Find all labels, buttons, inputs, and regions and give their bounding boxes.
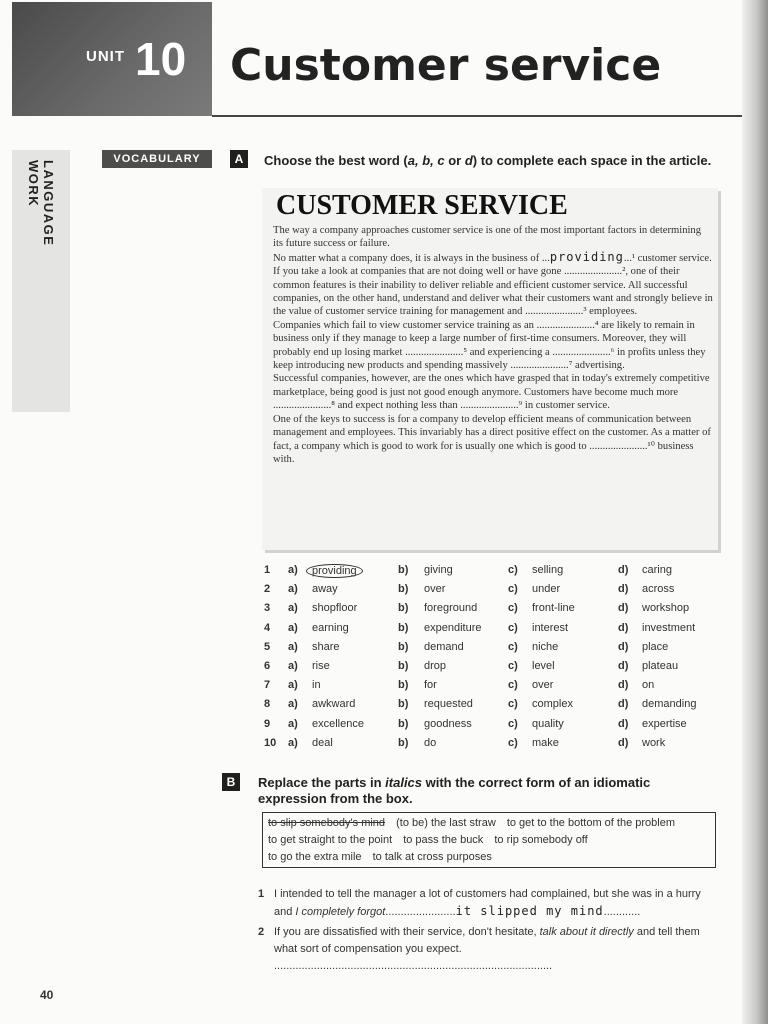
option-a[interactable]: deal — [312, 736, 333, 749]
option-letter-c[interactable]: c) — [508, 679, 518, 692]
option-letter-b[interactable]: b) — [398, 717, 409, 730]
option-letter-c[interactable]: c) — [508, 564, 518, 576]
expression-box — [262, 812, 716, 868]
article-paragraph-2: No matter what a company does, it is always in the business of ...providing...¹ customer service. If you take a look at companies that are not doing well or have gone ......................², one of their common features is their inability to deliver reliable and efficient customer service. All successful companies, on the other hand, understand and deliver what their customers want and strongly believe in the value of customer service training for management and ......................³ employees. — [273, 249, 713, 318]
option-letter-a[interactable]: a) — [288, 660, 298, 672]
option-c[interactable]: interest — [532, 621, 569, 634]
option-letter-d[interactable]: d) — [618, 698, 629, 711]
option-letter-d[interactable]: d) — [618, 736, 629, 749]
article-paragraph-4: Successful companies, however, are the ones which have grasped that in today's extremely competitive marketplace, being good is just not good enough anymore. Customers have become much more ......................⁸ and expect nothing less than ......................⁹ in customer service. — [273, 373, 710, 412]
article-body — [273, 224, 713, 466]
option-a[interactable]: rise — [312, 660, 330, 672]
option-letter-a[interactable]: a) — [288, 717, 298, 730]
option-number[interactable]: 9 — [264, 717, 271, 730]
option-letter-b[interactable]: b) — [398, 679, 409, 692]
page-title: Customer service — [230, 40, 662, 91]
option-d[interactable]: place — [642, 640, 669, 653]
option-b[interactable]: foreground — [424, 602, 478, 615]
option-d[interactable]: across — [642, 583, 675, 596]
section-a-instruction: Choose the best word (a, b, c or d) to complete each space in the article. — [264, 153, 712, 168]
option-c[interactable]: selling — [532, 564, 564, 576]
option-letter-c[interactable]: c) — [508, 660, 518, 672]
option-letter-a[interactable]: a) — [288, 621, 298, 634]
option-d[interactable]: work — [642, 736, 666, 749]
option-b[interactable]: demand — [424, 640, 464, 653]
option-d[interactable]: expertise — [642, 717, 687, 730]
handwritten-answer-b1: it slipped my mind — [455, 904, 604, 918]
option-number[interactable]: 1 — [264, 564, 271, 576]
option-number[interactable]: 4 — [264, 621, 271, 634]
option-letter-c[interactable]: c) — [508, 621, 518, 634]
option-row — [258, 660, 718, 679]
option-letter-c[interactable]: c) — [508, 602, 518, 615]
option-letter-b[interactable]: b) — [398, 698, 409, 711]
option-c[interactable]: front-line — [532, 602, 575, 615]
option-letter-c[interactable]: c) — [508, 583, 518, 596]
option-number[interactable]: 8 — [264, 698, 271, 711]
title-rule — [212, 115, 742, 117]
option-letter-b[interactable]: b) — [398, 660, 409, 672]
option-letter-c[interactable]: c) — [508, 698, 518, 711]
option-letter-d[interactable]: d) — [618, 679, 629, 692]
option-b[interactable]: do — [424, 736, 437, 749]
option-number[interactable]: 7 — [264, 679, 271, 692]
option-b[interactable]: over — [424, 583, 446, 596]
option-row — [258, 737, 718, 756]
option-b[interactable]: drop — [424, 660, 447, 672]
option-letter-a[interactable]: a) — [288, 564, 298, 576]
option-b[interactable]: expenditure — [424, 621, 482, 634]
option-letter-c[interactable]: c) — [508, 736, 518, 749]
option-d[interactable]: demanding — [642, 698, 697, 711]
option-a[interactable]: earning — [312, 621, 349, 634]
handwritten-answer-1: providing — [549, 249, 624, 264]
option-row — [258, 564, 718, 583]
option-letter-d[interactable]: d) — [618, 640, 629, 653]
option-number[interactable]: 2 — [264, 583, 271, 596]
option-a[interactable]: excellence — [312, 717, 364, 730]
expression-item: to rip somebody off — [494, 834, 588, 846]
option-d[interactable]: caring — [642, 564, 672, 576]
option-d[interactable]: workshop — [642, 602, 690, 615]
section-a-badge: A — [230, 150, 248, 168]
option-c[interactable]: make — [532, 736, 559, 749]
option-letter-c[interactable]: c) — [508, 640, 518, 653]
option-letter-b[interactable]: b) — [398, 736, 409, 749]
section-tag: VOCABULARY — [102, 150, 212, 168]
option-c[interactable]: under — [532, 583, 561, 596]
unit-label: UNIT — [86, 48, 125, 65]
page-gutter-shadow — [742, 0, 768, 1024]
option-d[interactable]: plateau — [642, 660, 679, 672]
option-letter-c[interactable]: c) — [508, 717, 518, 730]
section-b-instruction: Replace the parts in italics with the correct form of an idiomatic expression from the box. — [258, 775, 651, 806]
option-b[interactable]: giving — [424, 564, 453, 576]
expression-item: to talk at cross purposes — [372, 851, 492, 863]
unit-number: 10 — [135, 33, 187, 85]
exercise-b-item-1: 1 I intended to tell the manager a lot of customers had complained, but she was in a hurry and I completely forgot.......................it slipped my mind............ — [258, 888, 701, 918]
option-letter-d[interactable]: d) — [618, 602, 629, 615]
option-row — [258, 718, 718, 737]
exercise-b-item-2: 2 If you are dissatisfied with their service, don't hesitate, talk about it directly and tell them what sort of compensation you expect. ........................................................................................... — [258, 926, 700, 972]
option-c[interactable]: quality — [532, 717, 564, 730]
option-letter-b[interactable]: b) — [398, 640, 409, 653]
option-letter-d[interactable]: d) — [618, 583, 629, 596]
option-a[interactable]: away — [312, 583, 338, 596]
article-paragraph-3: Companies which fail to view customer service training as an ......................⁴ are likely to remain in business only if they manage to keep a large number of first-time consumers. Moreover, they will probably end up losing market ......................⁵ and experiencing a ......................⁶ in profits unless they keep introducing new products and spending massively ......................⁷ advertising. — [273, 319, 706, 372]
option-letter-d[interactable]: d) — [618, 564, 629, 576]
option-letter-b[interactable]: b) — [398, 583, 409, 596]
option-c[interactable]: complex — [532, 698, 573, 711]
option-letter-d[interactable]: d) — [618, 660, 629, 672]
option-a[interactable]: in — [312, 679, 321, 692]
option-row — [258, 583, 718, 602]
option-d[interactable]: investment — [642, 621, 696, 634]
expression-item: to get straight to the point — [268, 834, 393, 846]
option-row — [258, 679, 718, 698]
expression-item: to pass the buck — [403, 834, 484, 846]
option-letter-a[interactable]: a) — [288, 602, 298, 615]
option-number[interactable]: 6 — [264, 660, 271, 672]
option-a[interactable]: share — [312, 640, 340, 653]
option-row — [258, 641, 718, 660]
option-letter-b[interactable]: b) — [398, 602, 409, 615]
option-row — [258, 602, 718, 621]
option-c[interactable]: level — [532, 660, 555, 672]
option-number[interactable]: 10 — [264, 736, 277, 749]
option-number[interactable]: 3 — [264, 602, 271, 615]
side-label: LANGUAGE WORK — [26, 160, 56, 247]
option-b[interactable]: requested — [424, 698, 473, 711]
option-a[interactable]: awkward — [312, 698, 356, 711]
article-paragraph-5: One of the keys to success is for a company to develop efficient means of communication between management and employees. This invariably has a direct positive effect on the customer. As a matter of fact, a company which is good to work for is usually one which is good to ......................¹⁰ business with. — [273, 413, 711, 465]
option-row — [258, 622, 718, 641]
option-a[interactable]: shopfloor — [312, 602, 358, 615]
page-number: 40 — [40, 988, 54, 1002]
option-c[interactable]: niche — [532, 640, 559, 653]
article-paragraph-1: The way a company approaches customer service is one of the most important factors in determining its future success or failure. — [273, 225, 702, 250]
option-letter-a[interactable]: a) — [288, 583, 298, 596]
option-c[interactable]: over — [532, 679, 554, 692]
option-letter-b[interactable]: b) — [398, 564, 409, 576]
option-d[interactable]: on — [642, 679, 655, 692]
option-letter-a[interactable]: a) — [288, 640, 298, 653]
expression-item: to get to the bottom of the problem — [506, 817, 675, 829]
option-letter-a[interactable]: a) — [288, 698, 298, 711]
option-letter-d[interactable]: d) — [618, 621, 629, 634]
article-title: CUSTOMER SERVICE — [276, 190, 568, 221]
option-letter-a[interactable]: a) — [288, 679, 298, 692]
option-row — [258, 698, 718, 717]
section-b-badge: B — [222, 773, 240, 791]
expression-item: (to be) the last straw — [396, 817, 496, 829]
option-number[interactable]: 5 — [264, 640, 271, 653]
expression-item: to go the extra mile — [268, 851, 362, 863]
option-letter-a[interactable]: a) — [288, 736, 298, 749]
option-b[interactable]: for — [424, 679, 437, 692]
option-letter-d[interactable]: d) — [618, 717, 629, 730]
option-letter-b[interactable]: b) — [398, 621, 409, 634]
option-a[interactable]: providing — [306, 564, 363, 578]
option-b[interactable]: goodness — [424, 717, 472, 730]
answer-line: ........................................................................................... — [274, 960, 553, 972]
expression-item: to slip somebody's mind — [268, 817, 386, 829]
